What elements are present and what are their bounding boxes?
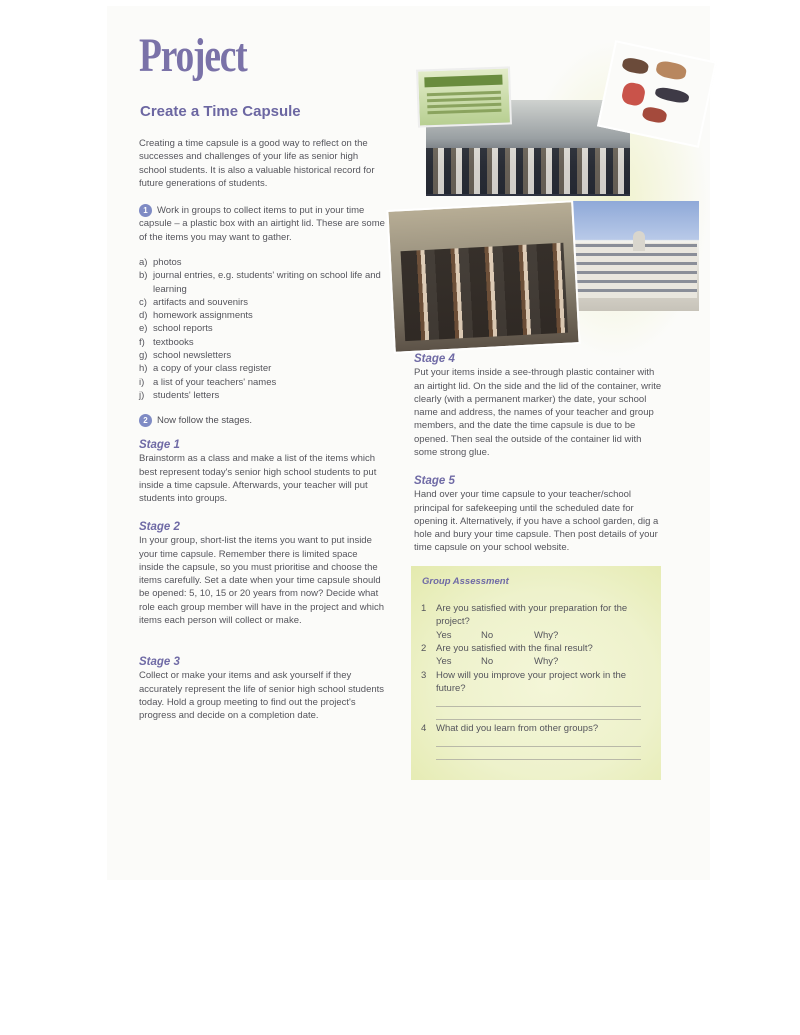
answer-options (436, 655, 593, 668)
newsletter-photo (416, 66, 512, 127)
question-text: Are you satisfied with the final result? (436, 643, 593, 654)
question-number: 1 (421, 603, 427, 614)
question-text: What did you learn from other groups? (436, 723, 599, 734)
newsletter-text-lines (427, 91, 501, 97)
list-item (139, 336, 385, 349)
option-no[interactable]: No (481, 629, 494, 641)
option-yes[interactable]: Yes (436, 629, 452, 641)
list-item (139, 349, 385, 362)
step-1 (139, 204, 385, 244)
answer-line[interactable] (436, 759, 641, 760)
item-letter: d) (139, 310, 148, 322)
question-number: 3 (421, 670, 427, 681)
souvenir-item (621, 56, 649, 75)
item-text: a copy of your class register (153, 363, 272, 375)
item-text: school newsletters (153, 350, 232, 362)
building-tower (633, 231, 645, 251)
list-item (139, 256, 385, 269)
answer-options (436, 629, 658, 642)
item-text: students' letters (153, 389, 220, 401)
page-title: Project (139, 29, 247, 82)
group-assessment-box (411, 566, 661, 780)
school-building-photo (573, 201, 699, 311)
stage-3 (139, 656, 385, 722)
assessment-title: Group Assessment (422, 576, 509, 587)
item-letter: j) (139, 389, 145, 401)
item-text: journal entries, e.g. students' writing on school life and learning (153, 270, 381, 295)
intro-text: Creating a time capsule is a good way to reflect on the successes and challenges of your life as senior high school students. It is also a valuable historical record for future generations of students. (139, 138, 375, 189)
stage-text: Collect or make your items and ask yourself if they accurately represent the life of senior high school students today. Hold a group meeting to find out the project's progress and decide on a completion date. (139, 670, 385, 722)
item-text: a list of your teachers' names (153, 376, 277, 388)
souvenir-item (655, 59, 688, 81)
stage-4 (414, 353, 664, 459)
assessment-question (421, 669, 658, 696)
item-letter: c) (139, 296, 147, 308)
list-item (139, 362, 385, 375)
list-item (139, 296, 385, 309)
stage-heading: Stage 4 (414, 353, 455, 365)
souvenir-item (620, 81, 646, 107)
stage-2 (139, 521, 385, 627)
question-number: 4 (421, 723, 427, 734)
stage-1 (139, 439, 385, 505)
assessment-question (421, 722, 598, 735)
option-why[interactable]: Why? (534, 629, 559, 641)
list-item (139, 322, 385, 335)
stage-heading: Stage 2 (139, 521, 180, 533)
intro-paragraph (139, 137, 385, 190)
list-item (139, 309, 385, 322)
answer-line[interactable] (436, 746, 641, 747)
newsletter-header (424, 75, 502, 88)
assessment-question (421, 602, 658, 642)
item-text: artifacts and souvenirs (153, 296, 249, 308)
list-item (139, 376, 385, 389)
item-text: textbooks (153, 336, 194, 348)
item-letter: i) (139, 376, 145, 388)
step-1-text: Work in groups to collect items to put in your time capsule – a plastic box with an airtight lid. These are some of the items you may want to gather. (139, 205, 385, 243)
option-no[interactable]: No (481, 656, 494, 668)
option-yes[interactable]: Yes (436, 656, 452, 668)
question-text: How will you improve your project work in the future? (436, 670, 627, 695)
item-text: photos (153, 257, 182, 268)
group-photo (386, 200, 580, 354)
option-why[interactable]: Why? (534, 656, 559, 668)
list-item (139, 389, 385, 402)
souvenir-item (641, 106, 667, 125)
stage-heading: Stage 3 (139, 656, 180, 668)
answer-line[interactable] (436, 706, 641, 707)
items-list (139, 256, 385, 402)
answer-line[interactable] (436, 719, 641, 720)
stage-heading: Stage 5 (414, 475, 455, 487)
item-letter: a) (139, 257, 148, 268)
stage-text: Hand over your time capsule to your teacher/school principal for safekeeping until the scheduled date for opening it. Alternatively, if you have a school garden, dig a hole and bury your time capsule. Then post details of your time capsule on your school website. (414, 489, 659, 554)
item-letter: f) (139, 336, 145, 348)
stage-heading: Stage 1 (139, 439, 180, 451)
stage-text: In your group, short-list the items you want to put inside your time capsule. Remember there is limited space inside the capsule, so you must prioritise and choose the items carefully. Set a date when your time capsule should be opened: 5, 10, 15 or 20 years from now? Decide what role each group member will have in the project and which items each person will collect or make. (139, 535, 385, 627)
item-text: school reports (153, 323, 213, 335)
list-item (139, 269, 385, 296)
students-rows (426, 148, 630, 194)
stage-5 (414, 475, 664, 555)
question-number: 2 (421, 643, 427, 654)
stage-text: Brainstorm as a class and make a list of the items which best represent today's senior high school students to put inside a time capsule. Afterwards, your teacher will put students into groups. (139, 453, 377, 505)
item-letter: g) (139, 350, 148, 362)
item-letter: b) (139, 270, 148, 282)
souvenir-item (654, 86, 690, 105)
group-members (401, 243, 568, 341)
building (575, 243, 697, 298)
item-letter: h) (139, 363, 148, 375)
step-number-badge: 2 (139, 414, 152, 427)
step-2 (139, 414, 385, 427)
question-text: Are you satisfied with your preparation for the project? (436, 603, 628, 628)
stage-text: Put your items inside a see-through plastic container with an airtight lid. On the side and the lid of the container, write clearly (with a permanent marker) the date, your school name and address, the names of your teacher and group members, and the date the time capsule is due to be opened. Then seal the outside of the container lid with some strong glue. (414, 367, 662, 459)
item-letter: e) (139, 323, 148, 335)
item-text: homework assignments (153, 310, 253, 322)
assessment-question (421, 642, 593, 669)
page-subtitle: Create a Time Capsule (140, 103, 301, 120)
step-number-badge: 1 (139, 204, 152, 217)
step-2-text: Now follow the stages. (157, 415, 253, 426)
